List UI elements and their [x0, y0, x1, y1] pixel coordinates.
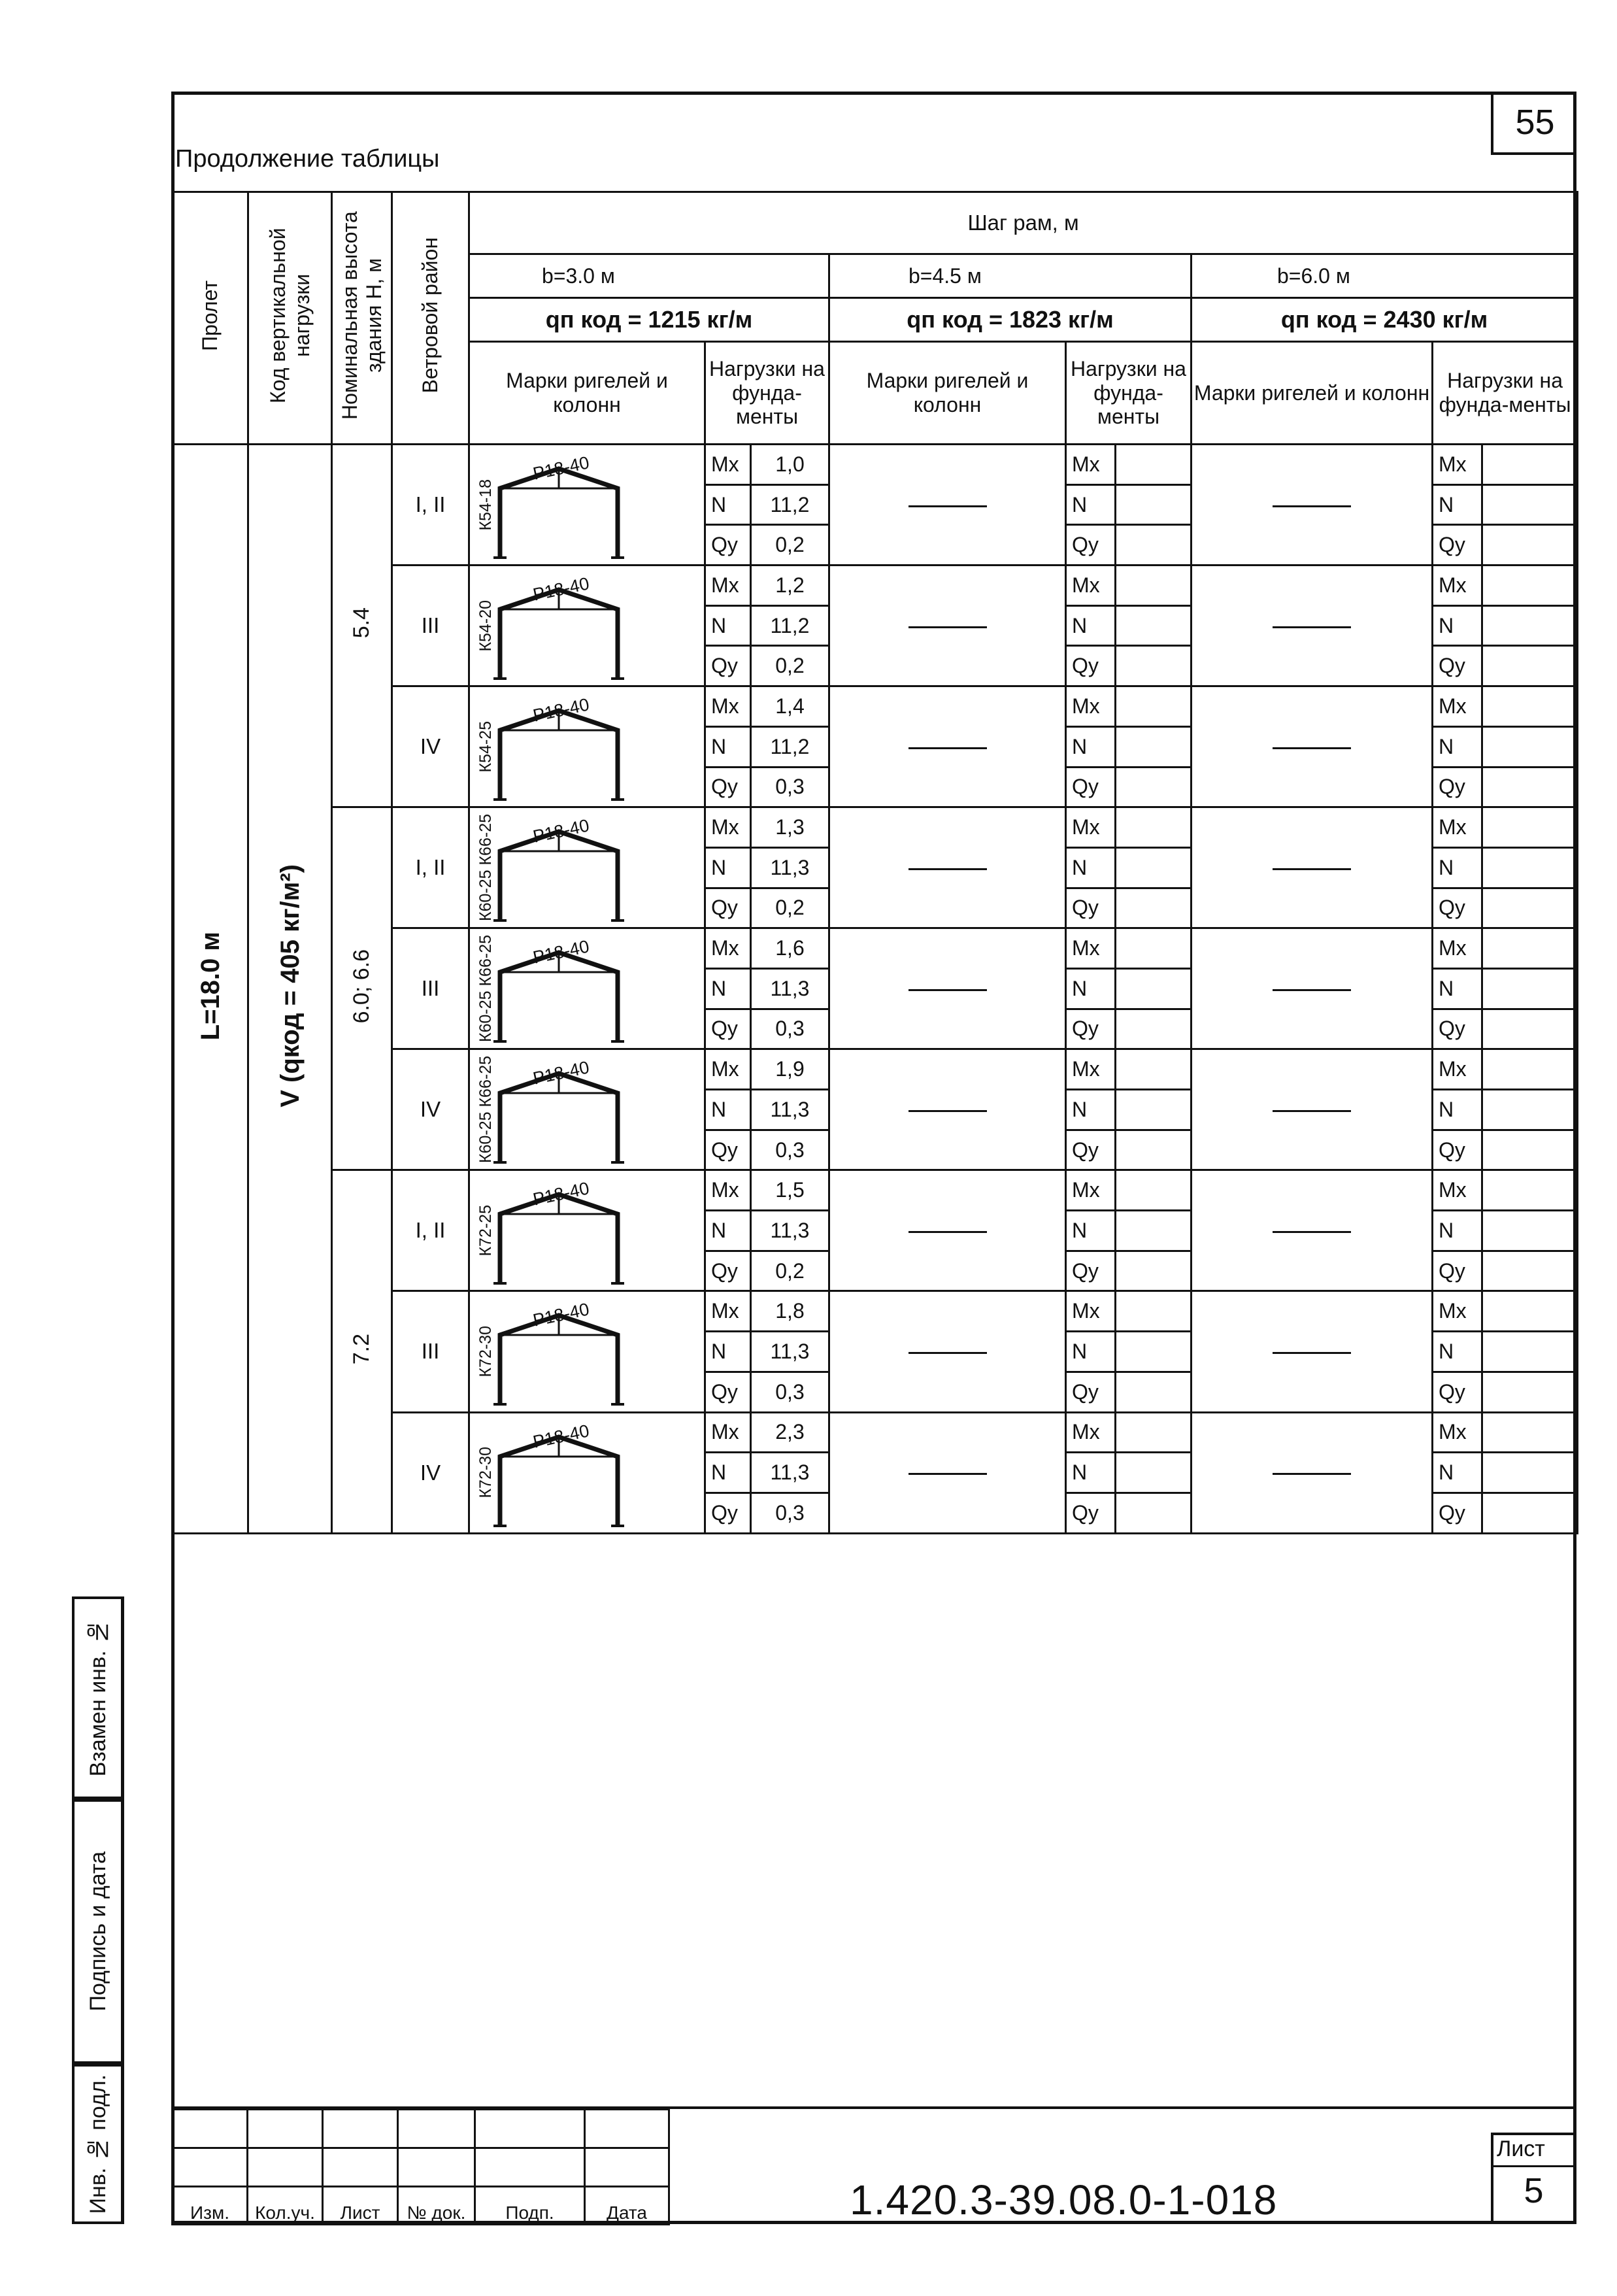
column-marks: К60-25 К66-25: [476, 1056, 495, 1164]
frame-marks-cell: [469, 1170, 705, 1291]
load-value-empty: [1116, 847, 1192, 888]
header-load-code: Код вертикальной нагрузки: [248, 192, 332, 445]
load-label: N: [1066, 847, 1116, 888]
header-q-6: qп код = 2430 кг/м: [1192, 298, 1578, 342]
load-label: Qy: [705, 767, 751, 807]
load-value-empty: [1482, 1009, 1578, 1049]
load-label: Qy: [705, 1009, 751, 1049]
load-value-empty: [1116, 1130, 1192, 1170]
load-label: N: [1066, 1453, 1116, 1493]
header-span: Пролет: [173, 192, 248, 445]
load-value-empty: [1116, 968, 1192, 1009]
load-value: 0,2: [751, 525, 829, 566]
load-label: Qy: [705, 525, 751, 566]
load-value-empty: [1116, 605, 1192, 646]
marks-empty-4-5: [829, 928, 1066, 1049]
beam-mark: Р18-40: [531, 815, 592, 847]
load-value-empty: [1116, 1049, 1192, 1090]
load-value: 0,2: [751, 1251, 829, 1291]
load-value-empty: [1482, 1130, 1578, 1170]
stamp-inner-border: [121, 1596, 174, 2224]
load-label: Mx: [705, 928, 751, 969]
sheet-number: 5: [1524, 2171, 1544, 2210]
load-value-empty: [1482, 1493, 1578, 1533]
load-value: 1,5: [751, 1170, 829, 1211]
load-label: Qy: [1066, 888, 1116, 928]
dash-mark: [909, 868, 987, 870]
load-value-empty: [1116, 1170, 1192, 1211]
load-value: 0,3: [751, 767, 829, 807]
load-value: 11,3: [751, 968, 829, 1009]
stamp-inventory-original: Инв. № подл.: [72, 2064, 124, 2224]
beam-mark: Р18-40: [531, 1057, 592, 1089]
load-label: Mx: [1066, 1291, 1116, 1332]
marks-empty-4-5: [829, 566, 1066, 686]
load-value-empty: [1482, 1291, 1578, 1332]
load-label: Mx: [1066, 1412, 1116, 1453]
load-label: N: [1433, 726, 1482, 767]
load-label: N: [1433, 847, 1482, 888]
load-label: N: [1433, 968, 1482, 1009]
load-value: 1,9: [751, 1049, 829, 1090]
col-change: Изм.: [173, 2187, 248, 2225]
load-value-empty: [1482, 686, 1578, 727]
load-value-empty: [1116, 1332, 1192, 1372]
dash-mark: [1273, 747, 1351, 749]
height-cell: 7.2: [332, 1170, 392, 1533]
dash-mark: [1273, 1352, 1351, 1354]
dash-mark: [909, 989, 987, 991]
frame-marks-cell: [469, 928, 705, 1049]
load-value-empty: [1482, 1372, 1578, 1412]
load-value-empty: [1482, 1090, 1578, 1130]
header-marks-3: Марки ригелей и колонн: [1192, 342, 1433, 445]
load-label: Qy: [1066, 767, 1116, 807]
load-value: 0,3: [751, 1009, 829, 1049]
load-value: 11,3: [751, 1211, 829, 1251]
load-value: 0,2: [751, 646, 829, 686]
load-label: Qy: [1066, 1130, 1116, 1170]
load-label: Qy: [705, 1372, 751, 1412]
load-label: N: [705, 1090, 751, 1130]
load-value-empty: [1482, 888, 1578, 928]
load-label: Qy: [1433, 888, 1482, 928]
load-value-empty: [1482, 566, 1578, 606]
load-value-empty: [1482, 847, 1578, 888]
load-value-empty: [1482, 1453, 1578, 1493]
header-frame-step: Шаг рам, м: [469, 192, 1578, 254]
load-value-empty: [1116, 686, 1192, 727]
load-value-empty: [1482, 605, 1578, 646]
load-value: 11,3: [751, 1453, 829, 1493]
load-label: N: [705, 1453, 751, 1493]
load-label: Qy: [705, 888, 751, 928]
title-block-top-line: [171, 2106, 1576, 2109]
load-label: N: [705, 847, 751, 888]
load-label: Mx: [705, 807, 751, 848]
column-marks: К72-30: [476, 1326, 495, 1377]
marks-empty-6: [1192, 566, 1433, 686]
load-value-empty: [1116, 566, 1192, 606]
wind-cell: IV: [392, 1049, 469, 1170]
load-label: N: [1433, 1332, 1482, 1372]
load-value-empty: [1482, 1251, 1578, 1291]
col-date: Дата: [585, 2187, 669, 2225]
frame-marks-cell: [469, 566, 705, 686]
load-value: 2,3: [751, 1412, 829, 1453]
load-label: Qy: [705, 1130, 751, 1170]
load-label: N: [705, 726, 751, 767]
continuation-title: Продолжение таблицы: [175, 145, 440, 173]
dash-mark: [1273, 505, 1351, 507]
marks-empty-6: [1192, 1412, 1433, 1533]
header-marks-1: Марки ригелей и колонн: [469, 342, 705, 445]
load-value: 1,4: [751, 686, 829, 727]
load-value-empty: [1116, 484, 1192, 525]
sheet-divider: [1491, 2165, 1576, 2167]
load-label: Mx: [1433, 566, 1482, 606]
load-label: Mx: [1433, 1412, 1482, 1453]
table-row: [173, 445, 1578, 485]
load-label: Qy: [1066, 1372, 1116, 1412]
col-doc-no: № док.: [398, 2187, 475, 2225]
load-label: N: [1433, 1453, 1482, 1493]
load-value-empty: [1116, 1251, 1192, 1291]
height-cell: 6.0; 6.6: [332, 807, 392, 1170]
load-label: Mx: [705, 1049, 751, 1090]
revision-grid: [171, 2108, 670, 2225]
wind-cell: I, II: [392, 807, 469, 928]
load-label: Qy: [1066, 1251, 1116, 1291]
load-value: 0,3: [751, 1372, 829, 1412]
dash-mark: [909, 626, 987, 628]
wind-cell: IV: [392, 686, 469, 807]
load-value-empty: [1482, 767, 1578, 807]
dash-mark: [1273, 868, 1351, 870]
load-label: Qy: [1433, 1372, 1482, 1412]
marks-empty-4-5: [829, 807, 1066, 928]
load-label: N: [705, 484, 751, 525]
load-value-empty: [1116, 1211, 1192, 1251]
col-signature: Подп.: [475, 2187, 585, 2225]
beam-mark: Р18-40: [531, 1420, 592, 1452]
stamp-replaced-inventory: Взамен инв. №: [72, 1596, 124, 1799]
column-marks: К60-25 К66-25: [476, 814, 495, 922]
load-value-empty: [1482, 928, 1578, 969]
load-code-cell: V (qкод = 405 кг/м²): [248, 445, 332, 1534]
loads-table: [171, 191, 1578, 1534]
load-value: 1,8: [751, 1291, 829, 1332]
load-value-empty: [1116, 646, 1192, 686]
header-b-6: b=6.0 м: [1192, 254, 1578, 298]
load-value-empty: [1116, 726, 1192, 767]
load-label: Mx: [1433, 445, 1482, 485]
dash-mark: [1273, 1473, 1351, 1475]
marks-empty-6: [1192, 928, 1433, 1049]
load-label: Mx: [1433, 686, 1482, 727]
dash-mark: [909, 1110, 987, 1112]
marks-empty-6: [1192, 1291, 1433, 1412]
load-label: Mx: [1433, 1170, 1482, 1211]
frame-marks-cell: [469, 807, 705, 928]
load-value-empty: [1482, 968, 1578, 1009]
header-b-4-5: b=4.5 м: [829, 254, 1192, 298]
wind-cell: I, II: [392, 1170, 469, 1291]
marks-empty-4-5: [829, 445, 1066, 566]
load-value: 11,3: [751, 1090, 829, 1130]
table-row: [173, 807, 1578, 848]
header-b-3: b=3.0 м: [469, 254, 829, 298]
load-label: Mx: [705, 1412, 751, 1453]
load-label: Mx: [705, 445, 751, 485]
load-label: Mx: [1066, 445, 1116, 485]
beam-mark: Р18-40: [531, 573, 592, 605]
load-value-empty: [1482, 525, 1578, 566]
load-label: N: [705, 1332, 751, 1372]
load-label: Qy: [1433, 1130, 1482, 1170]
load-value-empty: [1482, 646, 1578, 686]
load-label: Qy: [1066, 1493, 1116, 1533]
load-value: 11,2: [751, 726, 829, 767]
load-label: Qy: [1433, 1493, 1482, 1533]
load-value-empty: [1482, 1211, 1578, 1251]
dash-mark: [909, 747, 987, 749]
load-value-empty: [1482, 1049, 1578, 1090]
dash-mark: [909, 1352, 987, 1354]
load-label: N: [705, 1211, 751, 1251]
stamp-signature-date: Подпись и дата: [72, 1799, 124, 2064]
wind-cell: III: [392, 928, 469, 1049]
document-code: 1.420.3-39.08.0-1-018: [850, 2176, 1278, 2223]
load-label: N: [1066, 1211, 1116, 1251]
load-value-empty: [1482, 1332, 1578, 1372]
load-label: Mx: [1433, 928, 1482, 969]
marks-empty-4-5: [829, 1049, 1066, 1170]
load-value: 11,2: [751, 484, 829, 525]
sheet-label: Лист: [1497, 2136, 1545, 2161]
load-label: N: [1433, 1090, 1482, 1130]
column-marks: К60-25 К66-25: [476, 935, 495, 1043]
col-sheet: Лист: [323, 2187, 398, 2225]
column-marks: К54-20: [476, 599, 495, 652]
load-label: Mx: [1433, 807, 1482, 848]
beam-mark: Р18-40: [531, 1299, 592, 1331]
load-label: Qy: [1066, 525, 1116, 566]
marks-empty-6: [1192, 807, 1433, 928]
column-marks: К54-18: [476, 479, 495, 531]
frame-marks-cell: [469, 686, 705, 807]
column-marks: К54-25: [476, 720, 495, 773]
load-value: 11,3: [751, 1332, 829, 1372]
load-label: Mx: [705, 566, 751, 606]
marks-empty-6: [1192, 686, 1433, 807]
header-marks-2: Марки ригелей и колонн: [829, 342, 1066, 445]
load-label: Qy: [705, 1251, 751, 1291]
load-label: Mx: [1066, 928, 1116, 969]
load-value-empty: [1482, 1412, 1578, 1453]
load-label: N: [705, 605, 751, 646]
load-label: Mx: [1433, 1291, 1482, 1332]
header-loads-2: Нагрузки на фунда-менты: [1066, 342, 1192, 445]
load-value-empty: [1116, 888, 1192, 928]
dash-mark: [1273, 1231, 1351, 1233]
load-value-empty: [1116, 1493, 1192, 1533]
dash-mark: [909, 1231, 987, 1233]
load-label: N: [1433, 484, 1482, 525]
wind-cell: IV: [392, 1412, 469, 1533]
load-label: Mx: [705, 686, 751, 727]
height-cell: 5.4: [332, 445, 392, 807]
load-label: Qy: [1433, 1009, 1482, 1049]
dash-mark: [909, 505, 987, 507]
load-value-empty: [1116, 1090, 1192, 1130]
frame-marks-cell: [469, 1049, 705, 1170]
load-label: Mx: [1066, 1049, 1116, 1090]
load-value: 1,3: [751, 807, 829, 848]
load-value-empty: [1116, 445, 1192, 485]
marks-empty-4-5: [829, 1412, 1066, 1533]
load-label: N: [1433, 605, 1482, 646]
load-label: Mx: [1066, 1170, 1116, 1211]
load-value: 0,3: [751, 1493, 829, 1533]
marks-empty-4-5: [829, 1170, 1066, 1291]
header-wind: Ветровой район: [392, 192, 469, 445]
load-value-empty: [1116, 1009, 1192, 1049]
load-value-empty: [1482, 445, 1578, 485]
load-value: 11,3: [751, 847, 829, 888]
load-value-empty: [1116, 1291, 1192, 1332]
beam-mark: Р18-40: [531, 936, 592, 968]
load-value-empty: [1116, 1453, 1192, 1493]
frame-marks-cell: [469, 445, 705, 566]
load-label: Qy: [1433, 767, 1482, 807]
load-label: N: [1066, 605, 1116, 646]
load-value: 1,6: [751, 928, 829, 969]
load-label: N: [1066, 1332, 1116, 1372]
beam-mark: Р18-40: [531, 1178, 592, 1210]
load-label: Qy: [1433, 646, 1482, 686]
load-value-empty: [1116, 525, 1192, 566]
load-value-empty: [1116, 807, 1192, 848]
frame-marks-cell: [469, 1291, 705, 1412]
header-loads-3: Нагрузки на фунда-менты: [1433, 342, 1578, 445]
load-value: 0,3: [751, 1130, 829, 1170]
load-label: Mx: [705, 1170, 751, 1211]
load-value: 1,2: [751, 566, 829, 606]
load-label: Mx: [1066, 686, 1116, 727]
load-label: N: [1066, 1090, 1116, 1130]
load-value: 0,2: [751, 888, 829, 928]
marks-empty-6: [1192, 1170, 1433, 1291]
load-value: 11,2: [751, 605, 829, 646]
beam-mark: Р18-40: [531, 694, 592, 726]
span-cell: L=18.0 м: [173, 445, 248, 1534]
header-height: Номинальная высота здания H, м: [332, 192, 392, 445]
load-label: N: [1066, 726, 1116, 767]
load-value-empty: [1116, 767, 1192, 807]
wind-cell: III: [392, 566, 469, 686]
load-label: Mx: [1066, 566, 1116, 606]
frame-marks-cell: [469, 1412, 705, 1533]
column-marks: К72-25: [476, 1205, 495, 1257]
load-label: Mx: [705, 1291, 751, 1332]
load-label: N: [1066, 968, 1116, 1009]
marks-empty-6: [1192, 1049, 1433, 1170]
load-label: Qy: [1433, 525, 1482, 566]
col-count: Кол.уч.: [248, 2187, 323, 2225]
load-label: N: [1066, 484, 1116, 525]
load-label: Qy: [705, 646, 751, 686]
load-label: Qy: [705, 1493, 751, 1533]
dash-mark: [1273, 989, 1351, 991]
load-value-empty: [1116, 928, 1192, 969]
column-marks: К72-30: [476, 1447, 495, 1498]
header-loads-1: Нагрузки на фунда-менты: [705, 342, 829, 445]
table-row: [173, 1170, 1578, 1211]
load-label: N: [705, 968, 751, 1009]
header-q-3: qп код = 1215 кг/м: [469, 298, 829, 342]
load-value-empty: [1482, 726, 1578, 767]
load-value-empty: [1482, 1170, 1578, 1211]
marks-empty-6: [1192, 445, 1433, 566]
load-value-empty: [1116, 1372, 1192, 1412]
load-label: Qy: [1433, 1251, 1482, 1291]
marks-empty-4-5: [829, 1291, 1066, 1412]
load-value-empty: [1482, 807, 1578, 848]
page-number: 55: [1491, 92, 1576, 155]
marks-empty-4-5: [829, 686, 1066, 807]
wind-cell: I, II: [392, 445, 469, 566]
load-value-empty: [1116, 1412, 1192, 1453]
dash-mark: [909, 1473, 987, 1475]
load-label: Mx: [1066, 807, 1116, 848]
beam-mark: Р18-40: [531, 452, 592, 484]
dash-mark: [1273, 1110, 1351, 1112]
load-value-empty: [1482, 484, 1578, 525]
header-q-4-5: qп код = 1823 кг/м: [829, 298, 1192, 342]
load-value: 1,0: [751, 445, 829, 485]
dash-mark: [1273, 626, 1351, 628]
load-label: Qy: [1066, 1009, 1116, 1049]
load-label: Mx: [1433, 1049, 1482, 1090]
load-label: Qy: [1066, 646, 1116, 686]
load-label: N: [1433, 1211, 1482, 1251]
wind-cell: III: [392, 1291, 469, 1412]
